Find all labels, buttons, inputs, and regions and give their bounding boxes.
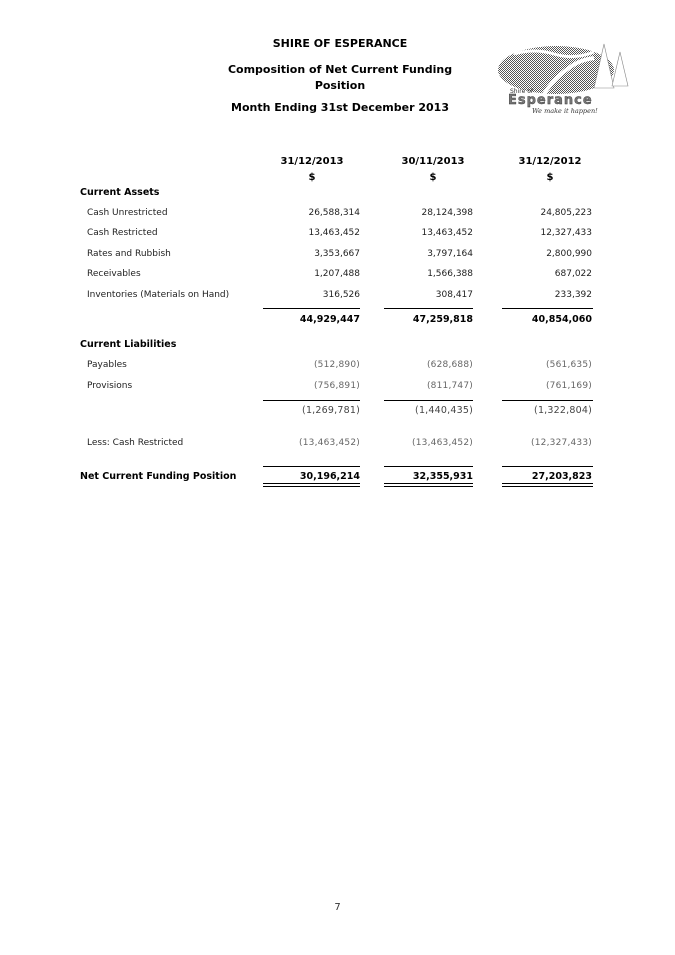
cell-value: (13,463,452) bbox=[299, 438, 360, 448]
svg-text:Shire of: Shire of bbox=[510, 88, 533, 95]
cell-value: (13,463,452) bbox=[412, 438, 473, 448]
total-current-assets: 44,929,447 bbox=[299, 314, 360, 325]
total-rule bbox=[384, 466, 473, 467]
row-label: Cash Restricted bbox=[87, 228, 158, 238]
cell-value: 13,463,452 bbox=[421, 228, 473, 238]
column-date-1: 31/12/2013 bbox=[280, 156, 344, 167]
shire-of-esperance-logo-icon bbox=[494, 38, 634, 118]
row-label: Provisions bbox=[87, 381, 133, 391]
cell-value: 1,207,488 bbox=[314, 269, 360, 279]
cell-value: 3,353,667 bbox=[314, 249, 360, 259]
column-unit-1: $ bbox=[308, 172, 316, 183]
net-current-funding-position-value: 27,203,823 bbox=[531, 471, 592, 482]
total-current-liabilities: (1,440,435) bbox=[415, 405, 473, 416]
column-date-3: 31/12/2012 bbox=[518, 156, 582, 167]
cell-value: 24,805,223 bbox=[540, 208, 592, 218]
cell-value: 26,588,314 bbox=[308, 208, 360, 218]
total-rule bbox=[263, 466, 360, 467]
row-label: Receivables bbox=[87, 269, 141, 279]
subtotal-rule bbox=[263, 400, 360, 401]
subtotal-rule bbox=[263, 308, 360, 309]
cell-value: 28,124,398 bbox=[421, 208, 473, 218]
cell-value: (12,327,433) bbox=[531, 438, 592, 448]
cell-value: 1,566,388 bbox=[427, 269, 473, 279]
svg-text:Esperance: Esperance bbox=[508, 93, 593, 108]
row-label: Payables bbox=[87, 360, 127, 370]
net-current-funding-position-label: Net Current Funding Position bbox=[80, 471, 237, 482]
subtotal-rule bbox=[384, 308, 473, 309]
organisation-name: SHIRE OF ESPERANCE bbox=[272, 37, 408, 50]
cell-value: (756,891) bbox=[313, 381, 360, 391]
cell-value: (512,890) bbox=[313, 360, 360, 370]
cell-value: (628,688) bbox=[426, 360, 473, 370]
report-title bbox=[220, 62, 460, 94]
column-date-2: 30/11/2013 bbox=[401, 156, 465, 167]
column-unit-2: $ bbox=[429, 172, 437, 183]
column-unit-3: $ bbox=[546, 172, 554, 183]
cell-value: 316,526 bbox=[322, 290, 360, 300]
cell-value: (761,169) bbox=[545, 381, 592, 391]
double-underline bbox=[384, 483, 473, 487]
total-current-liabilities: (1,269,781) bbox=[302, 405, 360, 416]
row-label: Rates and Rubbish bbox=[87, 249, 171, 259]
cell-value: 2,800,990 bbox=[546, 249, 592, 259]
total-current-assets: 40,854,060 bbox=[531, 314, 592, 325]
cell-value: 12,327,433 bbox=[540, 228, 592, 238]
row-label: Cash Unrestricted bbox=[87, 208, 168, 218]
row-label-less-cash-restricted: Less: Cash Restricted bbox=[87, 438, 184, 448]
page-number: 7 bbox=[334, 902, 341, 913]
double-underline bbox=[263, 483, 360, 487]
report-title-line2: Position bbox=[314, 79, 366, 92]
double-underline bbox=[502, 483, 593, 487]
cell-value: (561,635) bbox=[545, 360, 592, 370]
net-current-funding-position-value: 32,355,931 bbox=[412, 471, 473, 482]
cell-value: 233,392 bbox=[554, 290, 592, 300]
total-current-liabilities: (1,322,804) bbox=[534, 405, 592, 416]
section-heading-current-liabilities: Current Liabilities bbox=[80, 339, 177, 350]
subtotal-rule bbox=[502, 400, 593, 401]
total-current-assets: 47,259,818 bbox=[412, 314, 473, 325]
net-current-funding-position-value: 30,196,214 bbox=[299, 471, 360, 482]
cell-value: 687,022 bbox=[554, 269, 592, 279]
row-label: Inventories (Materials on Hand) bbox=[87, 290, 230, 300]
cell-value: 13,463,452 bbox=[308, 228, 360, 238]
total-rule bbox=[502, 466, 593, 467]
report-title-line1: Composition of Net Current Funding bbox=[227, 63, 453, 76]
cell-value: 308,417 bbox=[435, 290, 473, 300]
subtotal-rule bbox=[384, 400, 473, 401]
section-heading-current-assets: Current Assets bbox=[80, 187, 160, 198]
report-period: Month Ending 31st December 2013 bbox=[231, 101, 449, 114]
subtotal-rule bbox=[502, 308, 593, 309]
cell-value: 3,797,164 bbox=[427, 249, 473, 259]
cell-value: (811,747) bbox=[426, 381, 473, 391]
svg-text:We make it happen!: We make it happen! bbox=[532, 107, 598, 115]
